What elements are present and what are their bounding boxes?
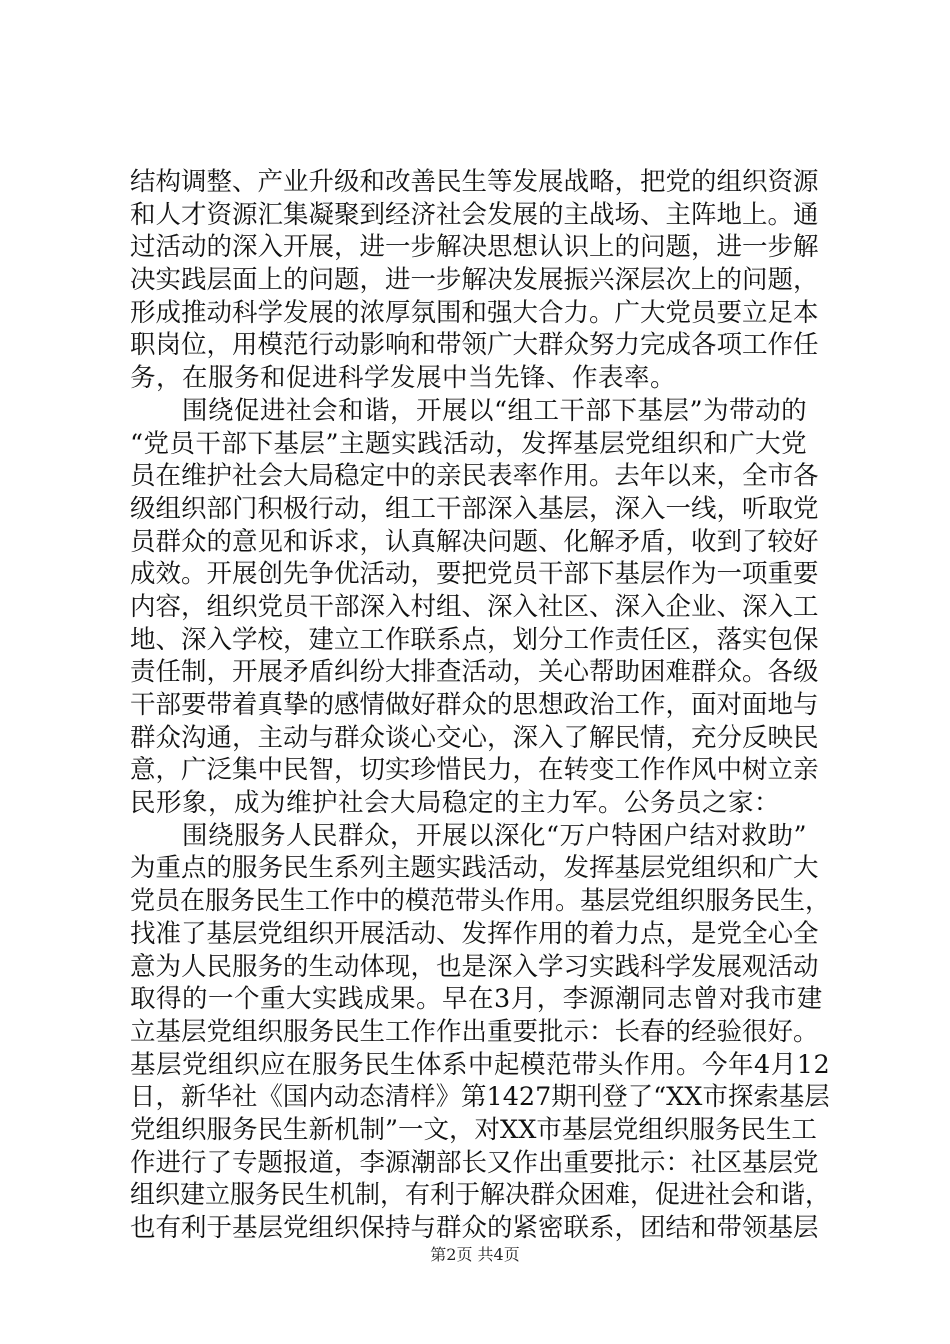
text-line: 形成推动科学发展的浓厚氛围和强大合力。广大党员要立足本 xyxy=(130,297,819,328)
text-line: 和人才资源汇集凝聚到经济社会发展的主战场、主阵地上。通 xyxy=(130,199,819,230)
text-line: 群众沟通，主动与群众谈心交心，深入了解民情，充分反映民 xyxy=(130,722,819,753)
text-line: 内容，组织党员干部深入村组、深入社区、深入企业、深入工 xyxy=(130,591,819,622)
text-line: 基层党组织应在服务民生体系中起模范带头作用。今年4月12 xyxy=(130,1049,831,1080)
body-text xyxy=(130,166,830,1245)
text-line: 干部要带着真挚的感情做好群众的思想政治工作，面对面地与 xyxy=(130,690,819,720)
text-line: 围绕服务人民群众，开展以深化“万户特困户结对救助” xyxy=(130,820,808,851)
text-line: 结构调整、产业升级和改善民生等发展战略，把党的组织资源 xyxy=(130,167,819,197)
text-line: 级组织部门积极行动，组工干部深入基层，深入一线，听取党 xyxy=(130,493,819,524)
text-line: 成效。开展创先争优活动，要把党员干部下基层作为一项重要 xyxy=(130,559,819,590)
text-line: 员群众的意见和诉求，认真解决问题、化解矛盾，收到了较好 xyxy=(130,526,819,557)
text-line: 过活动的深入开展，进一步解决思想认识上的问题，进一步解 xyxy=(130,232,819,263)
text-line: 组织建立服务民生机制，有利于解决群众困难，促进社会和谐， xyxy=(130,1180,831,1211)
text-line: 围绕促进社会和谐，开展以“组工干部下基层”为带动的 xyxy=(130,395,808,426)
text-line: 意为人民服务的生动体现，也是深入学习实践科学发展观活动 xyxy=(130,951,819,982)
text-line: 取得的一个重大实践成果。早在3月，李源潮同志曾对我市建 xyxy=(130,984,823,1015)
text-line: 职岗位，用模范行动影响和带领广大群众努力完成各项工作任 xyxy=(130,330,819,361)
page-number-label: 第2页 共4页 xyxy=(430,1245,520,1264)
text-line: 作进行了专题报道，李源潮部长又作出重要批示：社区基层党 xyxy=(130,1147,819,1178)
text-line: 员在维护社会大局稳定中的亲民表率作用。去年以来，全市各 xyxy=(130,461,819,492)
text-line: 地、深入学校，建立工作联系点，划分工作责任区，落实包保 xyxy=(130,624,819,655)
text-line: 找准了基层党组织开展活动、发挥作用的着力点，是党全心全 xyxy=(130,918,819,949)
text-line: 为重点的服务民生系列主题实践活动，发挥基层党组织和广大 xyxy=(130,853,819,884)
text-line: 党组织服务民生新机制”一文，对XX市基层党组织服务民生工 xyxy=(130,1114,817,1145)
text-line: 党员在服务民生工作中的模范带头作用。基层党组织服务民生， xyxy=(130,886,831,917)
text-line: 民形象，成为维护社会大局稳定的主力军。公务员之家： xyxy=(130,788,781,819)
text-line: 决实践层面上的问题，进一步解决发展振兴深层次上的问题， xyxy=(130,265,819,296)
text-line: 也有利于基层党组织保持与群众的紧密联系，团结和带领基层 xyxy=(130,1213,819,1243)
text-line: 意，广泛集中民智，切实珍惜民力，在转变工作作风中树立亲 xyxy=(130,755,819,786)
page-footer xyxy=(0,1245,950,1265)
text-line: “党员干部下基层”主题实践活动，发挥基层党组织和广大党 xyxy=(130,428,808,459)
text-line: 日，新华社《国内动态清样》第1427期刊登了“XX市探索基层 xyxy=(130,1082,830,1113)
text-line: 责任制，开展矛盾纠纷大排查活动，关心帮助困难群众。各级 xyxy=(130,657,819,688)
text-line: 务，在服务和促进科学发展中当先锋、作表率。 xyxy=(130,363,677,394)
text-line: 立基层党组织服务民生工作作出重要批示：长春的经验很好。 xyxy=(130,1016,819,1047)
